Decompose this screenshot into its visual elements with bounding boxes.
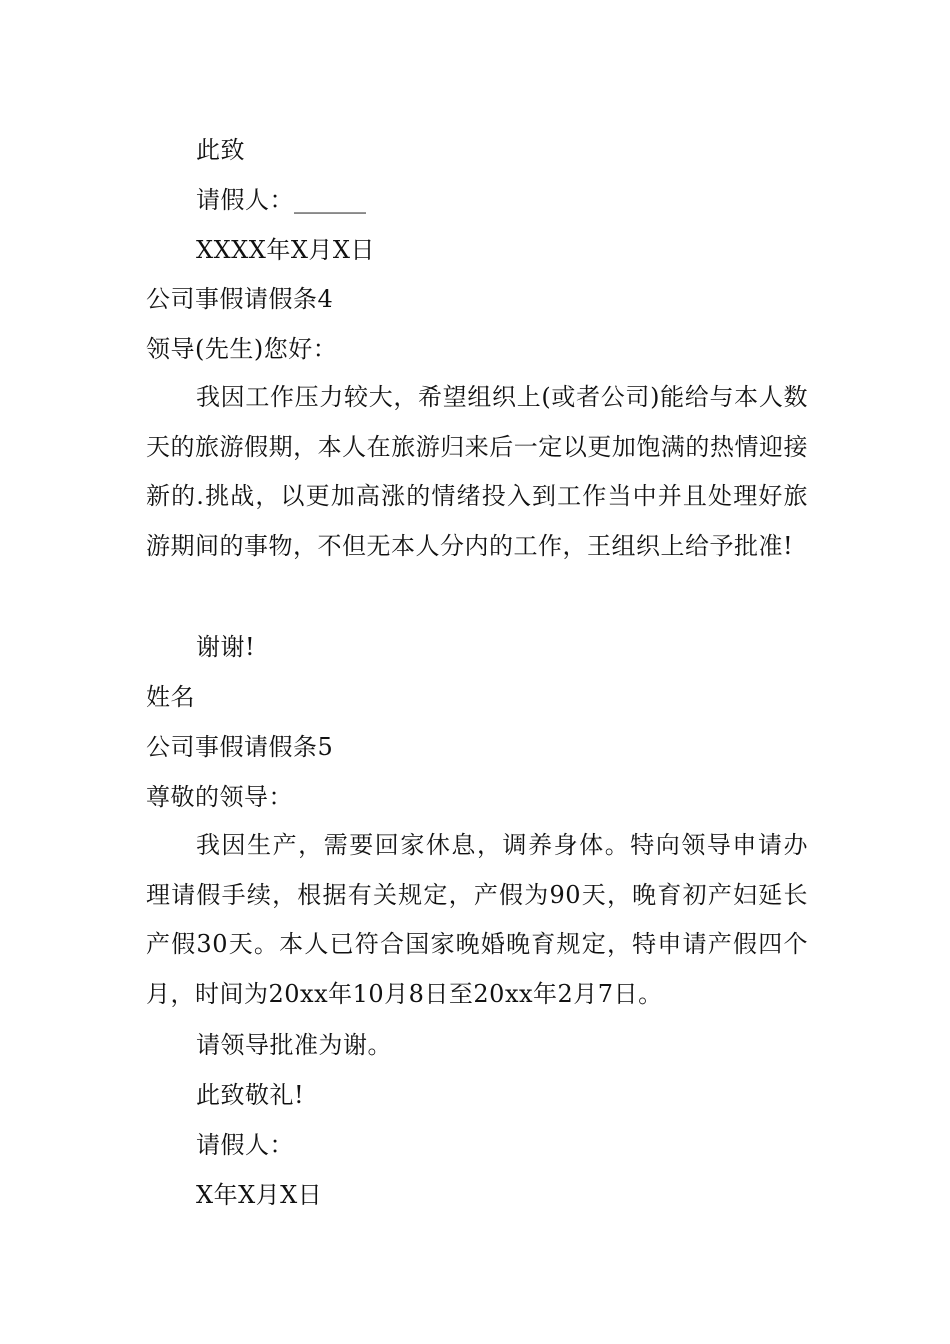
applicant-label-5: 请假人： [196, 1131, 294, 1159]
applicant-blank: ______ [294, 186, 366, 214]
section-title-4: 公司事假请假条4 [146, 285, 334, 313]
request-line: 请领导批准为谢。 [196, 1031, 392, 1059]
date-line-5: X年X月X日 [196, 1181, 323, 1209]
body-paragraph-4: 我因工作压力较大，希望组织上(或者公司)能给与本人数天的旅游假期，本人在旅游归来后一定以更加饱满的热情迎接新的.挑战，以更加高涨的情绪投入到工作当中并且处理好旅游期间的事物，不但无本人分内的工作，王组织上给予批准! [146, 383, 808, 560]
thanks-line: 谢谢! [196, 633, 256, 661]
closing-salutation-5: 此致敬礼! [196, 1081, 305, 1109]
applicant-line [196, 185, 366, 215]
closing-salutation: 此致 [196, 136, 245, 164]
body-paragraph-5: 我因生产，需要回家休息，调养身体。特向领导申请办理请假手续，根据有关规定，产假为90天，晚育初产妇延长产假30天。本人已符合国家晚婚晚育规定，特申请产假四个月，时间为20xx年10月8日至20xx年2月7日。 [146, 831, 808, 1008]
date-line: XXXX年X月X日 [196, 236, 376, 264]
greeting-4: 领导(先生)您好： [146, 335, 338, 363]
applicant-label: 请假人： [196, 186, 294, 214]
greeting-5: 尊敬的领导： [146, 783, 293, 811]
signature-name: 姓名 [146, 683, 195, 711]
section-title-5: 公司事假请假条5 [146, 733, 334, 761]
